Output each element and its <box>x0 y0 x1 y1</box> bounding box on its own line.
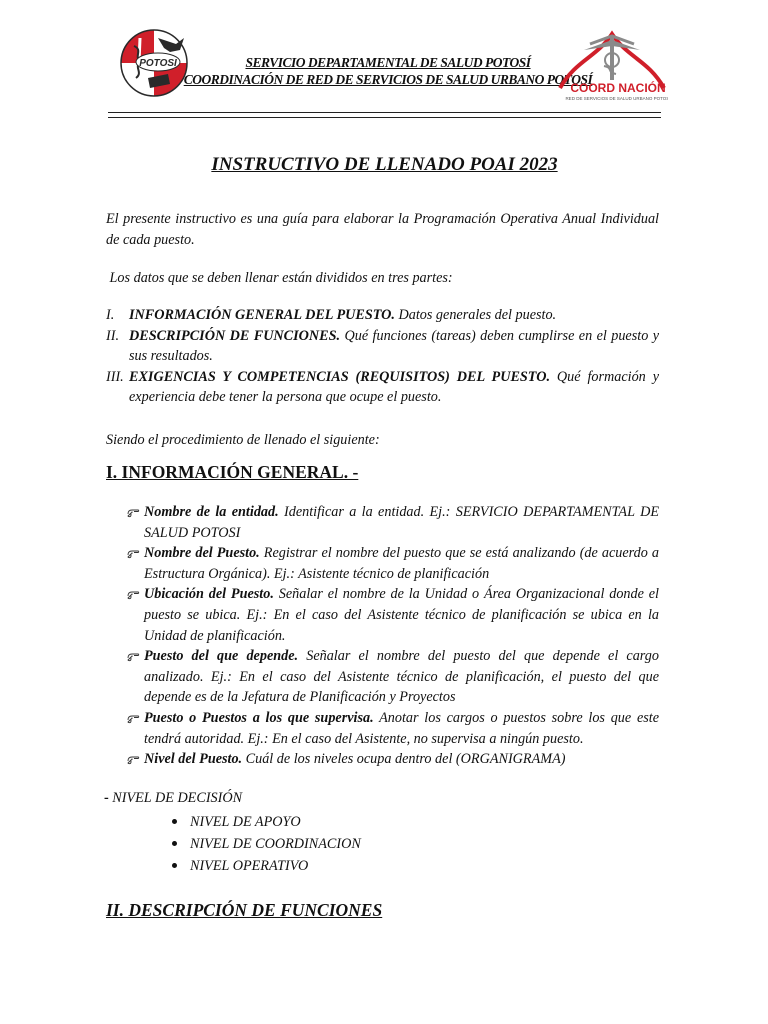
list-item-bold: DESCRIPCIÓN DE FUNCIONES. <box>129 327 341 344</box>
level-text: NIVEL OPERATIVO <box>190 858 309 874</box>
pointing-hand-icon <box>126 711 140 725</box>
logo-right-subtext: RED DE SERVICIOS DE SALUD URBANO POTOSÍ <box>565 96 668 101</box>
header-rule-top <box>108 112 661 113</box>
section-heading-functions: II. DESCRIPCIÓN DE FUNCIONES <box>106 900 383 920</box>
header-institution <box>160 54 616 88</box>
section-heading-general-info: I. INFORMACIÓN GENERAL. - <box>106 462 359 482</box>
list-item <box>126 543 659 584</box>
bullet-icon <box>172 863 177 868</box>
list-item <box>106 305 659 326</box>
info-item-text: Anotar los cargos o puestos sobre los que este tendrá autoridad. Ej.: En el caso del Asistente, no supervisa a ningún puesto. <box>144 709 660 747</box>
list-item-text: Qué formación y experiencia debe tener la persona que ocupe el puesto. <box>129 368 659 405</box>
decision-levels-list <box>170 811 361 877</box>
document-title: INSTRUCTIVO DE LLENADO POAI 2023 <box>211 154 558 175</box>
logo-right-text: COORD NACIÓN <box>570 81 666 95</box>
header-line-2: COORDINACIÓN DE RED DE SERVICIOS DE SALUD URBANO POTOSÍ <box>183 72 593 87</box>
info-item-text: Señalar el nombre del puesto del que depende el cargo analizado. Ej.: En el caso del Asistente técnico de planificación, el puesto del que depende es de la Jefatura de Planificación y Proyectos <box>144 648 659 706</box>
list-item <box>170 811 361 833</box>
info-item-bold: Ubicación del Puesto. <box>144 586 274 603</box>
decision-level-label <box>104 790 242 807</box>
logo-left-text: POTOSI <box>139 58 177 69</box>
info-item-text: Registrar el nombre del puesto que se está analizando (de acuerdo a Estructura Orgánica). Ej.: Asistente técnico de planificación <box>144 545 660 582</box>
pointing-hand-icon <box>126 752 140 766</box>
pointing-hand-icon <box>126 505 140 519</box>
info-item-text: Identificar a la entidad. Ej.: SERVICIO DEPARTAMENTAL DE SALUD POTOSI <box>144 504 659 541</box>
decision-level-text: NIVEL DE DECISIÓN <box>112 790 243 806</box>
bullet-icon <box>172 841 177 846</box>
list-item-bold: INFORMACIÓN GENERAL DEL PUESTO. <box>129 307 395 323</box>
decision-level-prefix: - <box>104 790 113 806</box>
list-number: III. <box>106 368 124 385</box>
list-item-text: Qué funciones (tareas) deben cumplirse en el puesto y sus resultados. <box>129 327 659 364</box>
list-number: II. <box>106 327 119 344</box>
list-item-bold: EXIGENCIAS Y COMPETENCIAS (REQUISITOS) DEL PUESTO. <box>129 368 550 385</box>
list-item <box>126 646 659 708</box>
list-item <box>126 749 659 770</box>
bullet-icon <box>172 819 177 824</box>
header-line-1: SERVICIO DEPARTAMENTAL DE SALUD POTOSÍ <box>245 55 531 70</box>
parts-list <box>106 305 659 408</box>
pointing-hand-icon <box>126 649 140 663</box>
info-items-list <box>126 502 659 770</box>
list-number: I. <box>106 307 115 323</box>
list-item <box>170 855 361 877</box>
info-item-text: Cuál de los niveles ocupa dentro del (ORGANIGRAMA) <box>242 751 566 768</box>
list-item <box>106 367 659 408</box>
list-item-text: Datos generales del puesto. <box>394 307 557 323</box>
info-item-bold: Nombre de la entidad. <box>144 504 279 520</box>
info-item-bold: Puesto o Puestos a los que supervisa. <box>144 709 374 726</box>
pointing-hand-icon <box>126 546 140 560</box>
procedure-paragraph: Siendo el procedimiento de llenado el siguiente: <box>106 432 380 448</box>
info-item-bold: Nivel del Puesto. <box>144 751 243 768</box>
list-item <box>126 708 659 749</box>
lead-text: Los datos que se deben llenar están divididos en tres partes: <box>109 270 453 286</box>
list-item <box>126 502 659 543</box>
info-item-bold: Puesto del que depende. <box>144 648 299 665</box>
intro-paragraph: El presente instructivo es una guía para elaborar la Programación Operativa Anual Individual de cada puesto. <box>106 211 659 248</box>
pointing-hand-icon <box>126 587 140 601</box>
info-item-text: Señalar el nombre de la Unidad o Área Organizacional donde el puesto se ubica. Ej.: En el caso del Asistente técnico de planificación se ubica en la Unidad de planificación. <box>144 586 660 644</box>
level-text: NIVEL DE COORDINACION <box>190 836 361 852</box>
info-item-bold: Nombre del Puesto. <box>144 545 260 562</box>
list-item <box>170 833 361 855</box>
list-item <box>106 326 659 367</box>
level-text: NIVEL DE APOYO <box>190 814 301 830</box>
lead-paragraph <box>106 268 659 289</box>
header-rule-bottom <box>108 117 661 118</box>
list-item <box>126 584 659 646</box>
coord-nacion-logo <box>556 30 668 108</box>
